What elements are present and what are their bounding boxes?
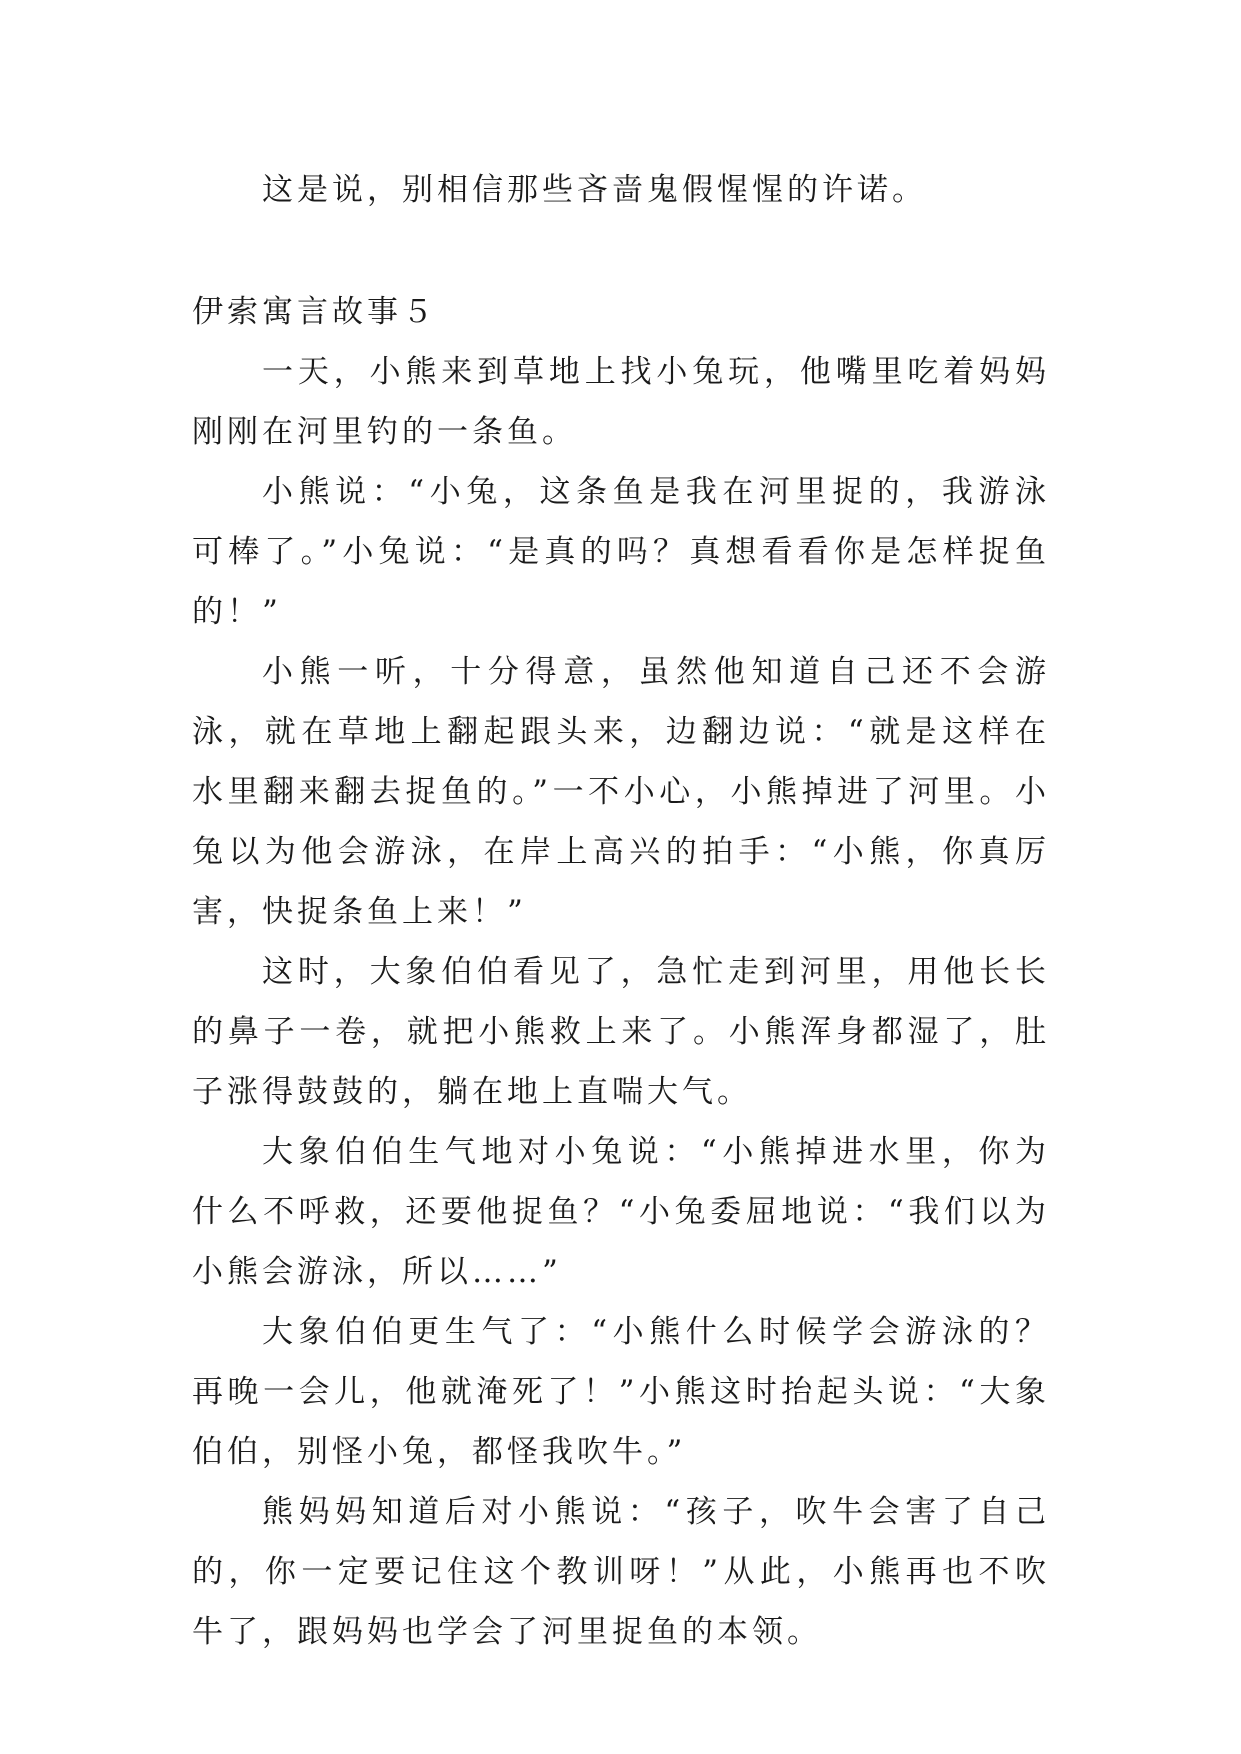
story-title: 伊索寓言故事５ <box>192 294 437 330</box>
story-paragraph-4: 这时，大象伯伯看见了，急忙走到河里，用他长长的鼻子一卷，就把小熊救上来了。小熊浑身都湿了，肚子涨得鼓鼓的，躺在地上直喘大气。 <box>192 954 1050 1110</box>
story-paragraph-5: 大象伯伯生气地对小兔说：“小熊掉进水里，你为什么不呼救，还要他捉鱼？“小兔委屈地说：“我们以为小熊会游泳，所以……” <box>192 1134 1050 1290</box>
story-paragraph-3: 小熊一听，十分得意，虽然他知道自己还不会游泳，就在草地上翻起跟头来，边翻边说：“就是这样在水里翻来翻去捉鱼的。”一不小心，小熊掉进了河里。小兔以为他会游泳，在岸上高兴的拍手：“小熊，你真厉害，快捉条鱼上来！” <box>192 654 1050 930</box>
story-paragraph-7: 熊妈妈知道后对小熊说：“孩子，吹牛会害了自己的，你一定要记住这个教训呀！”从此，小熊再也不吹牛了，跟妈妈也学会了河里捉鱼的本领。 <box>192 1494 1050 1650</box>
story-paragraph-6: 大象伯伯更生气了：“小熊什么时候学会游泳的？再晚一会儿，他就淹死了！”小熊这时抬起头说：“大象伯伯，别怪小兔，都怪我吹牛。” <box>192 1314 1050 1470</box>
intro-paragraph: 这是说，别相信那些吝啬鬼假惺惺的许诺。 <box>262 172 927 208</box>
story-paragraph-1: 一天，小熊来到草地上找小兔玩，他嘴里吃着妈妈刚刚在河里钓的一条鱼。 <box>192 354 1050 450</box>
story-paragraph-2: 小熊说：“小兔，这条鱼是我在河里捉的，我游泳可棒了。”小兔说：“是真的吗？真想看看你是怎样捉鱼的！” <box>192 474 1050 630</box>
document-page <box>192 160 1050 1662</box>
